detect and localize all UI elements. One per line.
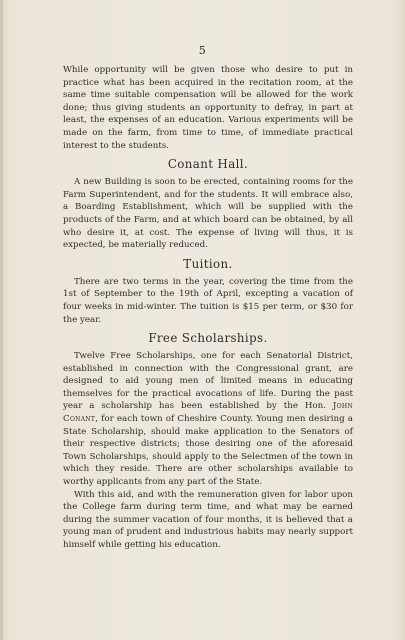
free-scholarships-text-part-2: , for each town of Cheshire County. Young men desiring a State Scholarship, should make application to the Senators of their respective districts; those desiring one of the aforesaid Town Scholarships, should apply to the Selectmen of the town in which they reside. There are other scholarships available to worthy applicants from any part of the State. [63,414,353,488]
intro-paragraph: While opportunity will be given those who desire to put in practice what has been acquired in the recitation room, at the same time suitable compensation will be allowed for the work done; thus giving students an opportunity to defray, in part at least, the expenses of an education. Various experiments will be made on the farm, from time to time, of immediate practical interest to the students. [63,65,353,151]
page-number: 5 [198,44,207,57]
benefactor-name: John Conant [63,401,353,425]
tuition-heading: Tuition. [183,256,233,271]
conant-hall-paragraph: A new Building is soon to be erected, containing rooms for the Farm Superintendent, and for the students. It will embrace also, a Boarding Establishment, which will be supplied with the products of the Farm, and at which board can be obtained, by all who desire it, at cost. The expense of living will thus, it is expected, be materially reduced. [63,177,353,251]
free-scholarships-paragraph [63,350,353,489]
page-spine-shadow [0,0,3,640]
tuition-paragraph: There are two terms in the year, covering the time from the 1st of September to the 19th of April, excepting a vacation of four weeks in mid-winter. The tuition is $15 per term, or $30 for the year. [63,276,353,325]
free-scholarships-heading: Free Scholarships. [148,331,268,346]
page-body [63,64,353,552]
free-scholarships-text-part-1: Twelve Free Scholarships, one for each Senatorial District, established in connection with the Congressional grant, are designed to aid young men of limited means in educating themselves for the practical avocations of life. During the past year a scholarship has been established by the Hon. [63,351,353,412]
self-support-paragraph: With this aid, and with the remuneration given for labor upon the College farm during term time, and what may be earned during the summer vacation of four months, it is believed that a young man of prudent and industrious habits may nearly support himself while getting his education. [63,489,353,550]
conant-hall-heading: Conant Hall. [167,157,249,172]
